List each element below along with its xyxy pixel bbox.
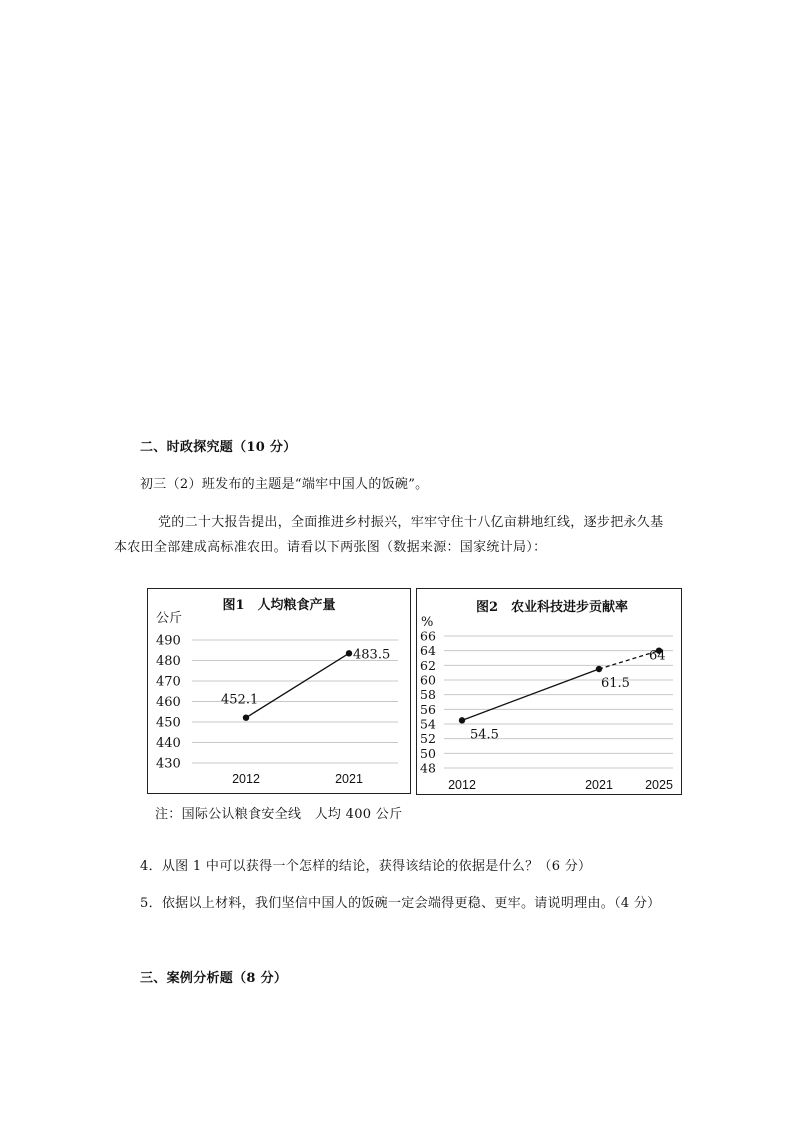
paragraph-line-2: 本农田全部建成高标准农田。请看以下两张图（数据来源：国家统计局）： (114, 540, 547, 555)
paragraph-line-1: 党的二十大报告提出，全面推进乡村振兴，牢牢守住十八亿亩耕地红线，逐步把永久基 (158, 515, 664, 530)
c2-data-label: 61.5 (601, 676, 630, 691)
section-2-heading: 二、时政探究题（10 分） (140, 440, 297, 455)
question-5: 5．依据以上材料，我们坚信中国人的饭碗一定会端得更稳、更牢。请说明理由。（4 分） (140, 896, 661, 911)
c1-y-tick-label: 480 (156, 654, 181, 669)
chart-1-y-unit: 公斤 (156, 611, 183, 626)
c1-data-point (346, 650, 352, 656)
c2-y-tick-label: 56 (420, 701, 436, 717)
c1-x-tick-label: 2012 (232, 772, 260, 786)
c1-y-tick-label: 440 (156, 736, 181, 751)
c2-y-tick-label: 64 (420, 643, 436, 659)
c1-y-tick-label: 490 (156, 633, 181, 649)
section-2-intro: 初三（2）班发布的主题是“端牢中国人的饭碗”。 (140, 477, 429, 492)
c2-data-point (459, 717, 465, 723)
chart-2-title: 图2 农业科技进步贡献率 (475, 600, 629, 615)
question-4: 4．从图 1 中可以获得一个怎样的结论，获得该结论的依据是什么？（6 分） (140, 859, 592, 874)
c1-y-tick-label: 430 (156, 756, 181, 772)
chart-1 (148, 589, 410, 793)
c1-x-tick-label: 2021 (335, 772, 363, 786)
c2-y-tick-label: 66 (420, 628, 436, 644)
c2-y-tick-label: 58 (420, 687, 436, 703)
chart-1-frame (147, 588, 411, 794)
c2-x-tick-label: 2025 (645, 778, 673, 792)
section-3-heading: 三、案例分析题（8 分） (140, 971, 288, 986)
chart-note: 注：国际公认粮食安全线 人均 400 公斤 (155, 807, 403, 822)
c2-y-tick-label: 60 (420, 672, 436, 688)
c1-y-tick-label: 460 (156, 695, 181, 710)
c1-data-label: 483.5 (353, 647, 391, 663)
c1-line-segment (246, 653, 349, 717)
chart-2-frame (416, 588, 682, 795)
c2-y-tick-label: 54 (420, 716, 436, 732)
chart-2-y-unit: % (421, 615, 434, 630)
c1-data-label: 452.1 (221, 692, 259, 708)
c1-y-tick-label: 470 (156, 674, 181, 690)
c2-y-tick-label: 50 (420, 745, 436, 761)
c2-data-label: 64 (649, 648, 666, 664)
c2-data-label: 54.5 (470, 727, 499, 743)
c2-y-tick-label: 48 (420, 760, 436, 776)
c1-y-tick-label: 450 (156, 715, 181, 731)
chart-2 (417, 589, 681, 794)
c2-x-tick-label: 2021 (585, 778, 613, 792)
chart-1-title: 图1 人均粮食产量 (222, 598, 336, 613)
c2-y-tick-label: 62 (420, 657, 436, 673)
c2-data-point (596, 666, 602, 672)
c2-x-tick-label: 2012 (448, 778, 476, 792)
c2-y-tick-label: 52 (420, 731, 436, 747)
c1-data-point (243, 714, 249, 720)
